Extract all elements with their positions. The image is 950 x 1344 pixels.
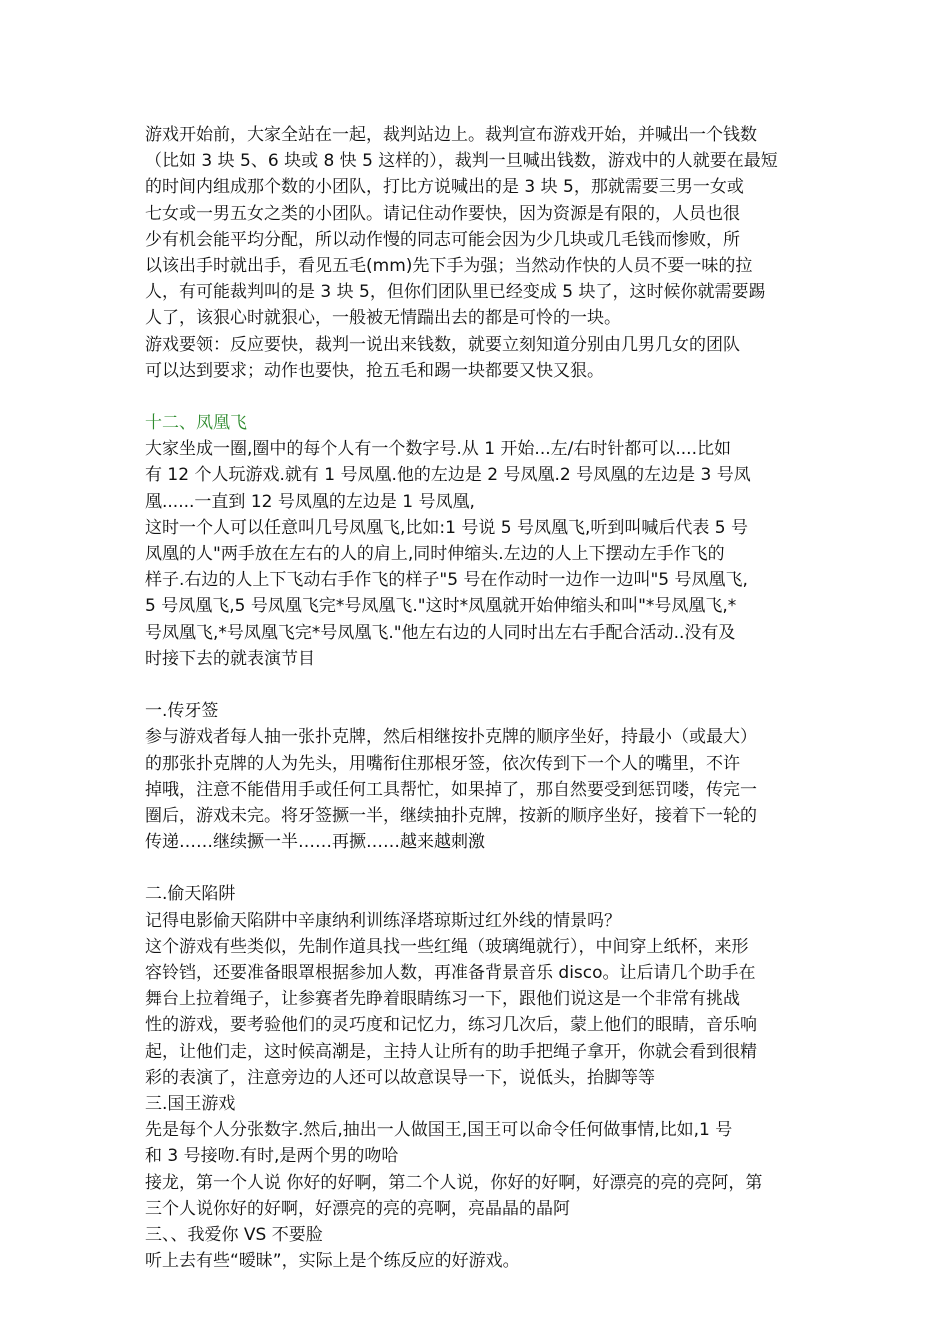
- section-heading: 三.国王游戏: [145, 1093, 236, 1114]
- section-heading: 十二、凤凰飞: [145, 413, 247, 434]
- text-line: 和 3 号接吻.有时,是两个男的吻哈: [145, 1146, 399, 1167]
- text-line: 人了，该狠心时就狠心，一般被无情踹出去的都是可怜的一块。: [145, 308, 621, 329]
- text-line: 接龙，第一个人说 你好的好啊，第二个人说，你好的好啊，好漂亮的亮的亮阿，第: [145, 1172, 763, 1193]
- text-line: 先是每个人分张数字.然后,抽出一人做国王,国王可以命令任何做事情,比如,1 号: [145, 1120, 733, 1141]
- intro-paragraph: [145, 122, 813, 384]
- text-line: 三个人说你好的好啊，好漂亮的亮的亮啊，亮晶晶的晶阿: [145, 1198, 570, 1219]
- section-guowang: [145, 1091, 813, 1222]
- section-fenghuang: [145, 410, 813, 672]
- text-line: 号凤凰飞,*号凤凰飞完*号凤凰飞."他左右边的人同时出左右手配合活动..没有及: [145, 622, 736, 643]
- text-line: 圈后，游戏未完。将牙签撅一半，继续抽扑克牌，按新的顺序坐好，接着下一轮的: [145, 805, 757, 826]
- text-line: 游戏开始前，大家全站在一起，裁判站边上。裁判宣布游戏开始，并喊出一个钱数: [145, 125, 757, 145]
- text-line: 时接下去的就表演节目: [145, 648, 315, 669]
- section-heading: 二.偷天陷阱: [145, 884, 236, 905]
- text-line: 这时一个人可以任意叫几号凤凰飞,比如:1 号说 5 号凤凰飞,听到叫喊后代表 5 号: [145, 517, 749, 538]
- section-heading: 一.传牙签: [145, 701, 219, 722]
- text-line: 的时间内组成那个数的小团队，打比方说喊出的是 3 块 5，那就需要三男一女或: [145, 177, 744, 198]
- text-line: （比如 3 块 5、6 块或 8 快 5 这样的），裁判一旦喊出钱数，游戏中的人就要在最短: [145, 151, 778, 172]
- text-line: 性的游戏，要考验他们的灵巧度和记忆力，练习几次后，蒙上他们的眼睛，音乐响: [145, 1015, 757, 1036]
- text-line: 人，有可能裁判叫的是 3 块 5，但你们团队里已经变成 5 块了，这时候你就需要踢: [145, 282, 766, 303]
- text-line: 少有机会能平均分配，所以动作慢的同志可能会因为少几块或几毛钱而惨败，所: [145, 229, 740, 250]
- text-line: 大家坐成一圈,圈中的每个人有一个数字号.从 1 开始...左/右时针都可以....比如: [145, 439, 731, 460]
- section-toutianxianjing: [145, 881, 813, 1091]
- text-line: 听上去有些“暧昧”，实际上是个练反应的好游戏。: [145, 1251, 520, 1272]
- text-line: 舞台上拉着绳子，让参赛者先睁着眼睛练习一下，跟他们说这是一个非常有挑战: [145, 989, 740, 1010]
- text-line: 这个游戏有些类似，先制作道具找一些红绳（玻璃绳就行），中间穿上纸杯，来形: [145, 936, 749, 957]
- text-line: 凰......一直到 12 号凤凰的左边是 1 号凤凰,: [145, 491, 475, 512]
- text-line: 容铃铛，还要准备眼罩根据参加人数，再准备背景音乐 disco。让后请几个助手在: [145, 963, 756, 983]
- text-line: 可以达到要求；动作也要快，抢五毛和踢一块都要又快又狠。: [145, 360, 604, 381]
- text-line: 掉哦，注意不能借用手或任何工具帮忙，如果掉了，那自然要受到惩罚喽，传完一: [145, 779, 757, 800]
- blank-line: [145, 672, 813, 698]
- text-line: 样子.右边的人上下飞动右手作飞的样子"5 号在作动时一边作一边叫"5 号凤凰飞,: [145, 570, 748, 591]
- section-woaini: [145, 1222, 813, 1274]
- document-page: [145, 122, 813, 1274]
- text-line: 以该出手时就出手，看见五毛(mm)先下手为强；当然动作快的人员不要一味的拉: [145, 255, 753, 276]
- text-line: 有 12 个人玩游戏.就有 1 号凤凰.他的左边是 2 号凤凰.2 号凤凰的左边是 3 号凤: [145, 465, 751, 486]
- text-line: 的那张扑克牌的人为先头，用嘴衔住那根牙签，依次传到下一个人的嘴里，不许: [145, 753, 740, 774]
- text-line: 5 号凤凰飞,5 号凤凰飞完*号凤凰飞."这时*凤凰就开始伸缩头和叫"*号凤凰飞,*: [145, 596, 737, 617]
- section-heading: 三、、我爱你 VS 不要脸: [145, 1224, 323, 1245]
- text-line: 七女或一男五女之类的小团队。请记住动作要快，因为资源是有限的，人员也很: [145, 203, 740, 224]
- text-line: 彩的表演了，注意旁边的人还可以故意误导一下，说低头，抬脚等等: [145, 1067, 655, 1088]
- text-line: 游戏要领：反应要快，裁判一说出来钱数，就要立刻知道分别由几男几女的团队: [145, 334, 740, 355]
- blank-line: [145, 855, 813, 881]
- text-line: 参与游戏者每人抽一张扑克牌，然后相继按扑克牌的顺序坐好，持最小（或最大）: [145, 727, 757, 748]
- section-chuanyaqian: [145, 698, 813, 855]
- text-line: 传递……继续撅一半……再撅……越来越刺激: [145, 832, 485, 853]
- text-line: 起，让他们走，这时候高潮是，主持人让所有的助手把绳子拿开，你就会看到很精: [145, 1041, 757, 1062]
- text-line: 凤凰的人"两手放在左右的人的肩上,同时伸缩头.左边的人上下摆动左手作飞的: [145, 544, 725, 564]
- text-line: 记得电影偷天陷阱中辛康纳利训练泽塔琼斯过红外线的情景吗？: [145, 910, 621, 931]
- blank-line: [145, 384, 813, 410]
